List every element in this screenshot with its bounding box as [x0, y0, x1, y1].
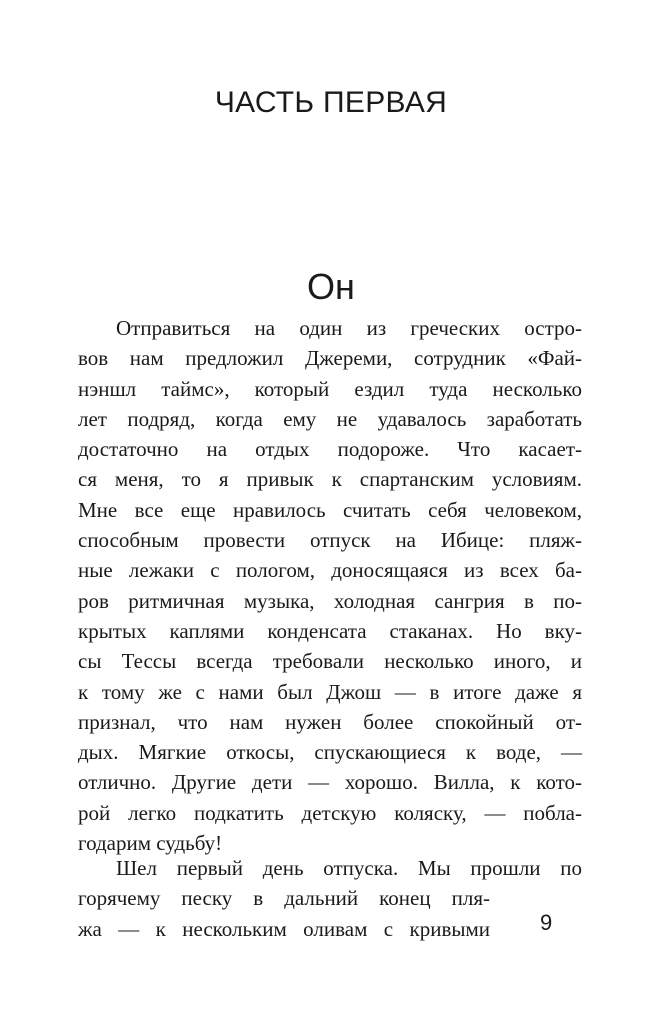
page-number: 9: [540, 910, 553, 935]
text-line: способным провести отпуск на Ибице: пляж-: [78, 528, 582, 553]
chapter-title: Он: [307, 266, 355, 307]
text-line: горячему песку в дальний конец пля-: [78, 886, 490, 911]
paragraph-2: [78, 853, 582, 944]
text-line: Шел первый день отпуска. Мы прошли по: [116, 856, 582, 880]
text-line: крытых каплями конденсата стаканах. Но вку-: [78, 618, 582, 643]
text-line: признал, что нам нужен более спокойный от-: [78, 709, 582, 734]
text-line: ся меня, то я привык к спартанским условиям.: [78, 467, 582, 492]
part-title: ЧАСТЬ ПЕРВАЯ: [214, 86, 448, 119]
text-line: сы Тессы всегда требовали несколько иного, и: [78, 649, 582, 674]
text-line: достаточно на отдых подороже. Что касает-: [78, 437, 582, 462]
text-line: годарим судьбу!: [78, 831, 223, 856]
text-line: жа — к нескольким оливам с кривыми: [78, 916, 490, 941]
text-line: дых. Мягкие откосы, спускающиеся к воде, —: [78, 740, 582, 765]
text-line: рой легко подкатить детскую коляску, — побла-: [78, 800, 582, 825]
text-line: вов нам предложил Джереми, сотрудник «Фай-: [78, 346, 582, 371]
text-line: к тому же с нами был Джош — в итоге даже я: [78, 679, 582, 704]
text-line: Отправиться на один из греческих остро-: [116, 316, 582, 340]
text-line: ные лежаки с пологом, доносящаяся из всех ба-: [78, 558, 582, 583]
text-line: ров ритмичная музыка, холодная сангрия в по-: [78, 588, 582, 613]
text-line: отлично. Другие дети — хорошо. Вилла, к кото-: [78, 770, 582, 795]
text-line: лет подряд, когда ему не удавалось заработать: [78, 406, 582, 431]
text-line: нэншл таймс», который ездил туда несколько: [78, 376, 582, 401]
text-line: Мне все еще нравилось считать себя человеком,: [78, 497, 582, 522]
paragraph-1: [78, 313, 582, 858]
